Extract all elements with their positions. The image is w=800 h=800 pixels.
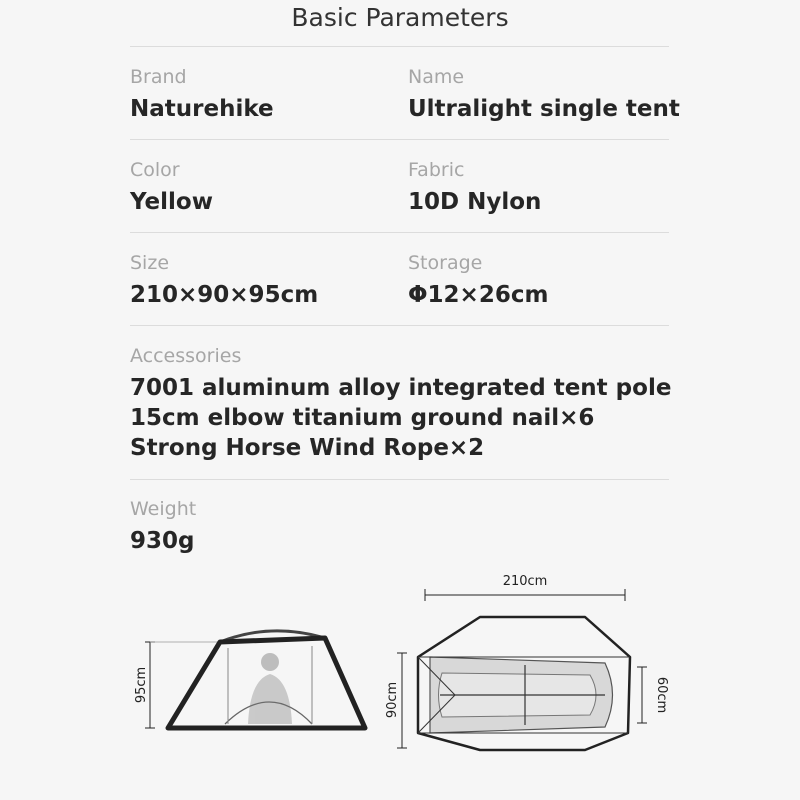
brand-label: Brand [130, 66, 187, 88]
fabric-value: 10D Nylon [408, 189, 542, 215]
page-title: Basic Parameters [291, 3, 509, 32]
length-dimension [425, 589, 625, 601]
foot-width-label: 60cm [654, 676, 669, 714]
tent-side-view-diagram [120, 610, 390, 740]
accessory-item: 7001 aluminum alloy integrated tent pole [130, 375, 672, 401]
divider [130, 46, 669, 47]
color-label: Color [130, 159, 180, 181]
storage-value: Φ12×26cm [408, 282, 549, 308]
color-value: Yellow [130, 189, 213, 215]
side-height-label: 95cm [134, 666, 149, 704]
size-label: Size [130, 252, 170, 274]
divider [130, 325, 669, 326]
weight-value: 930g [130, 528, 195, 554]
divider [130, 232, 669, 233]
height-dimension [145, 642, 220, 728]
person-silhouette [248, 653, 292, 724]
storage-label: Storage [408, 252, 483, 274]
weight-label: Weight [130, 498, 197, 520]
accessory-item: Strong Horse Wind Rope×2 [130, 435, 485, 461]
head-width-label: 90cm [385, 681, 400, 719]
fabric-label: Fabric [408, 159, 465, 181]
name-value: Ultralight single tent [408, 96, 680, 122]
foot-width-dimension [637, 667, 647, 723]
accessory-item: 15cm elbow titanium ground nail×6 [130, 405, 595, 431]
brand-value: Naturehike [130, 96, 274, 122]
divider [130, 479, 669, 480]
accessories-label: Accessories [130, 345, 242, 367]
divider [130, 139, 669, 140]
top-length-label: 210cm [502, 574, 548, 589]
tent-top-view-diagram [380, 565, 680, 760]
name-label: Name [408, 66, 465, 88]
size-value: 210×90×95cm [130, 282, 319, 308]
